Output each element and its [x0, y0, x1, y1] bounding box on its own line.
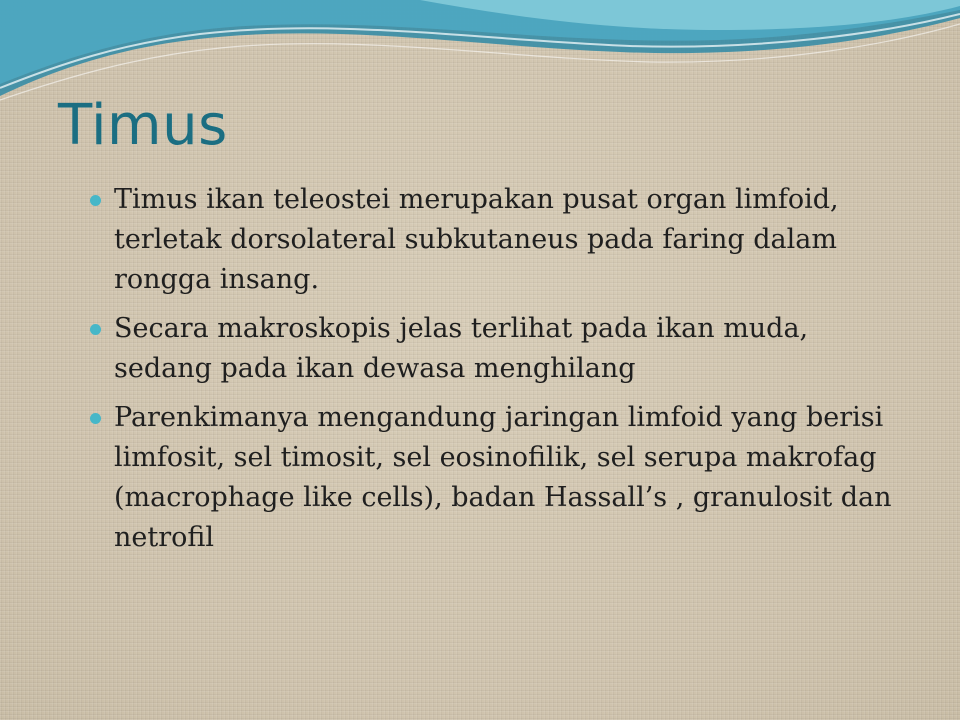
bullet-item [90, 180, 900, 300]
bullet-dot-icon [90, 413, 101, 424]
bullet-text: Secara makroskopis jelas terlihat pada ikan muda, sedang pada ikan dewasa menghilang [114, 313, 809, 384]
bullet-dot-icon [90, 324, 101, 335]
bullet-text: Timus ikan teleostei merupakan pusat organ limfoid, terletak dorsolateral subkutaneus pada faring dalam rongga insang. [114, 184, 839, 295]
bullet-text: Parenkimanya mengandung jaringan limfoid yang berisi limfosit, sel timosit, sel eosinofilik, sel serupa makrofag (macrophage like cells), badan Hassall’s , granulosit dan netrofil [114, 402, 892, 553]
slide-title: Timus [58, 93, 228, 158]
bullet-dot-icon [90, 195, 101, 206]
bullet-list [90, 180, 900, 567]
bullet-item [90, 398, 900, 558]
bullet-item [90, 309, 900, 389]
